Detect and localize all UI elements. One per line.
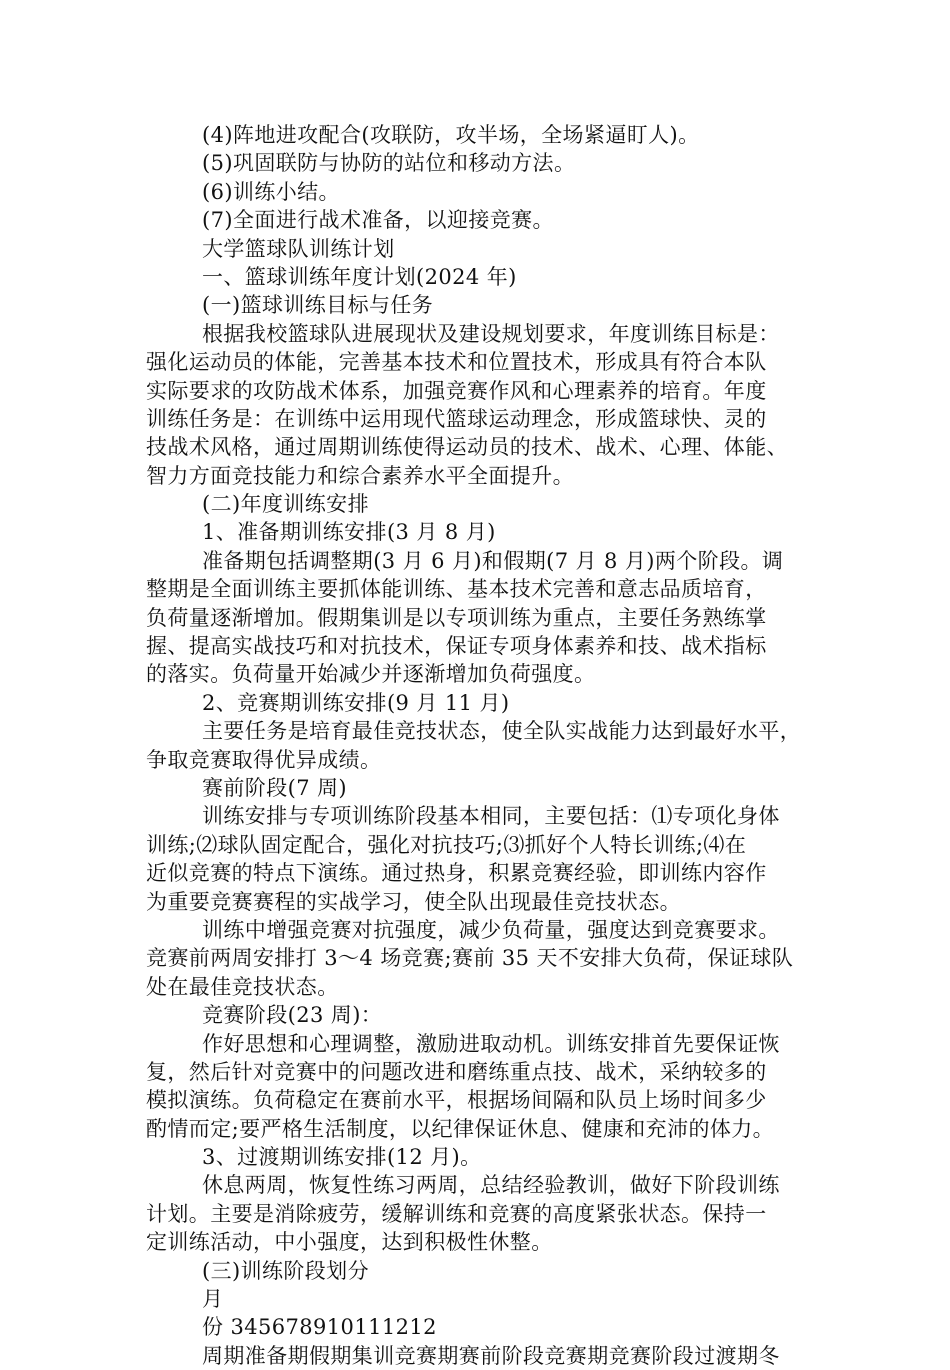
text-line: 整期是全面训练主要抓体能训练、基本技术完善和意志品质培育， [146,577,767,602]
text-line: (二)年度训练安排 [202,492,369,517]
text-line: 作好思想和心理调整，激励进取动机。训练安排首先要保证恢 [202,1031,780,1056]
text-line: 的落实。负荷量开始减少并逐渐增加负荷强度。 [146,662,596,687]
text-line: 模拟演练。负荷稳定在赛前水平，根据场间隔和队员上场时间多少 [146,1088,767,1113]
text-line: 复，然后针对竞赛中的问题改进和磨练重点技、战术，采纳较多的 [146,1059,767,1084]
text-line: 2、竞赛期训练安排(9 月 11 月) [202,690,510,715]
text-line: 训练中增强竞赛对抗强度，减少负荷量，强度达到竞赛要求。 [202,917,780,942]
text-line: 握、提高实战技巧和对抗技术，保证专项身体素养和技、战术指标 [146,634,767,659]
text-line: 处在最佳竞技状态。 [146,974,339,999]
text-line: 争取竞赛取得优异成绩。 [146,747,382,772]
text-line: 大学篮球队训练计划 [202,236,395,261]
text-line: 近似竞赛的特点下演练。通过热身，积累竞赛经验，即训练内容作 [146,861,767,886]
text-line: 计划。主要是消除疲劳，缓解训练和竞赛的高度紧张状态。保持一 [146,1201,767,1226]
text-line: 为重要竞赛赛程的实战学习，使全队出现最佳竞技状态。 [146,889,681,914]
text-line: (4)阵地进攻配合(攻联防，攻半场，全场紧逼盯人)。 [202,123,700,147]
text-line: 智力方面竞技能力和综合素养水平全面提升。 [146,463,574,488]
text-line: 月 [202,1287,224,1312]
text-line: 训练任务是：在训练中运用现代篮球运动理念，形成篮球快、灵的 [146,406,767,431]
document-body [146,121,826,1370]
text-line: 赛前阶段(7 周) [202,775,348,800]
text-line: 技战术风格，通过周期训练使得运动员的技术、战术、心理、体能、 [146,435,788,460]
text-line: 主要任务是培育最佳竞技状态，使全队实战能力达到最好水平， [202,719,802,744]
text-line: 竞赛阶段(23 周)： [202,1003,383,1028]
text-line: (三)训练阶段划分 [202,1258,369,1283]
text-line: 负荷量逐渐增加。假期集训是以专项训练为重点，主要任务熟练掌 [146,605,767,630]
text-line: 份 345678910111212 [202,1315,437,1340]
text-line: (一)篮球训练目标与任务 [202,293,434,318]
text-line: 竞赛前两周安排打 3～4 场竞赛;赛前 35 天不安排大负荷，保证球队 [146,946,794,971]
text-line: 一、篮球训练年度计划(2024 年) [202,264,517,289]
text-line: 训练;⑵球队固定配合，强化对抗技巧;⑶抓好个人特长训练;⑷在 [146,832,747,857]
text-line: 定训练活动，中小强度，达到积极性休整。 [146,1230,553,1255]
text-line: (5)巩固联防与协防的站位和移动方法。 [202,151,576,176]
text-line: (6)训练小结。 [202,179,340,204]
text-line: 周期准备期假期集训竞赛期赛前阶段竞赛期竞赛阶段过渡期冬 [202,1343,780,1368]
text-line: 根据我校篮球队进展现状及建设规划要求，年度训练目标是： [202,321,780,346]
text-line: 训练安排与专项训练阶段基本相同，主要包括：⑴专项化身体 [202,804,780,829]
text-line: (7)全面进行战术准备，以迎接竞赛。 [202,208,554,233]
text-line: 休息两周，恢复性练习两周，总结经验教训，做好下阶段训练 [202,1173,780,1198]
text-line: 准备期包括调整期(3 月 6 月)和假期(7 月 8 月)两个阶段。调 [202,548,784,573]
text-line: 实际要求的攻防战术体系，加强竞赛作风和心理素养的培育。年度 [146,378,767,403]
text-line: 1、准备期训练安排(3 月 8 月) [202,520,496,545]
text-line: 酌情而定;要严格生活制度，以纪律保证休息、健康和充沛的体力。 [146,1116,775,1141]
text-line: 3、过渡期训练安排(12 月)。 [202,1145,482,1170]
text-line: 强化运动员的体能，完善基本技术和位置技术，形成具有符合本队 [146,350,767,375]
